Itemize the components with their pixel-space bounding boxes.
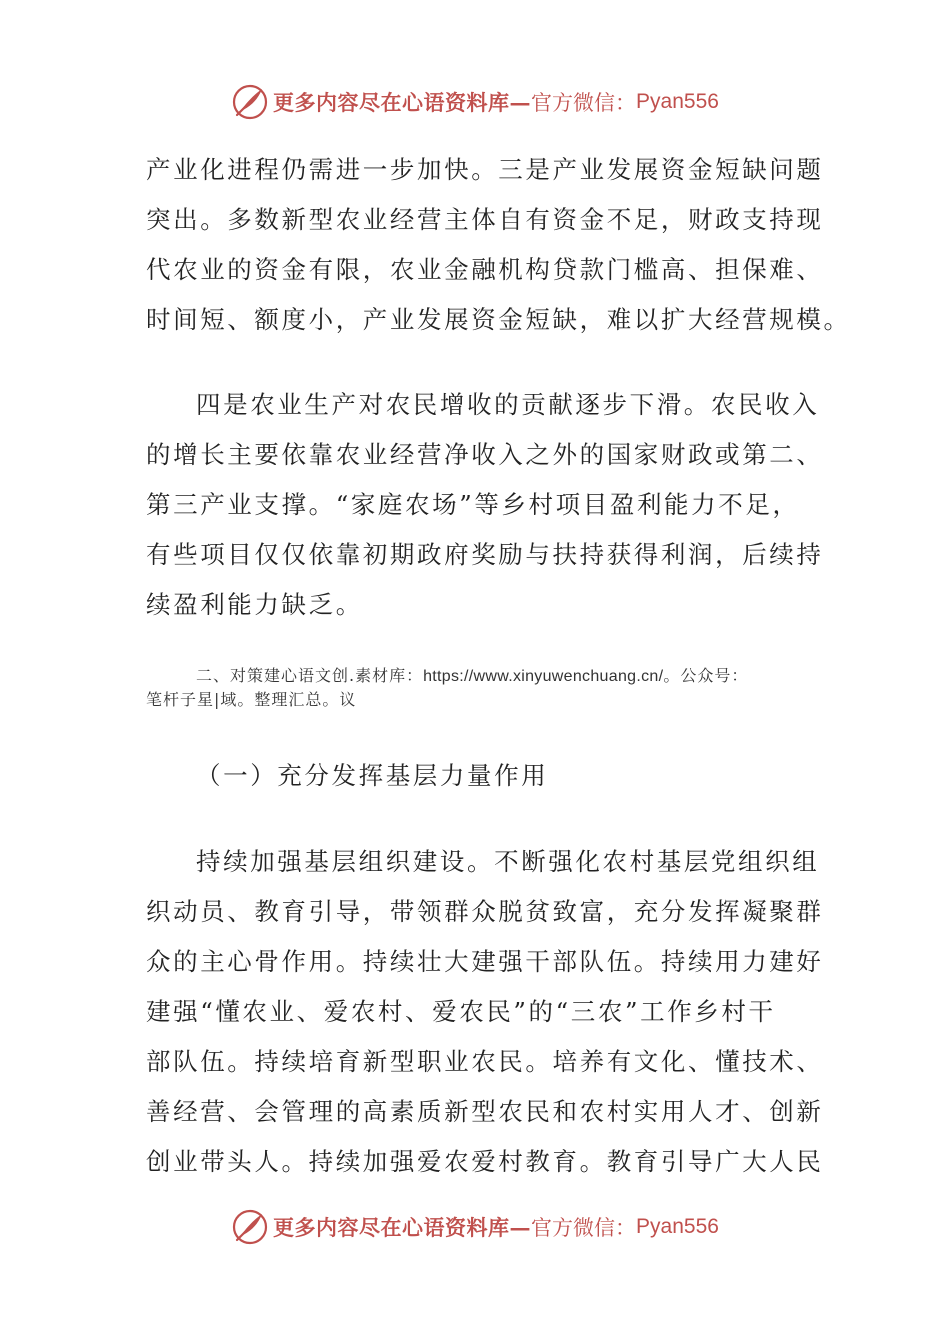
text-line: 第三产业支撑。“家庭农场”等乡村项目盈利能力不足， bbox=[146, 490, 800, 519]
footer-watermark-banner bbox=[0, 1203, 950, 1251]
text-line: 代农业的资金有限，农业金融机构贷款门槛高、担保难、 bbox=[146, 255, 824, 284]
text-line: 建强“懂农业、爱农村、爱农民”的“三农”工作乡村干 bbox=[146, 997, 776, 1026]
banner-wechat-label: 官方微信： bbox=[531, 1216, 637, 1240]
banner-wechat-label: 官方微信： bbox=[531, 91, 637, 115]
header-watermark-banner bbox=[0, 78, 950, 126]
text-line: 善经营、会管理的高素质新型农民和农村实用人才、创新 bbox=[146, 1097, 824, 1126]
text-line: 有些项目仅仅依靠初期政府奖励与扶持获得利润，后续持 bbox=[146, 540, 824, 569]
note-suffix: 。公众号： bbox=[663, 666, 749, 685]
text-line: 四是农业生产对农民增收的贡献逐步下滑。农民收入 bbox=[196, 390, 820, 419]
note-line-1 bbox=[196, 665, 748, 688]
text-line: 众的主心骨作用。持续壮大建强干部队伍。持续用力建好 bbox=[146, 947, 824, 976]
text-line: 织动员、教育引导，带领群众脱贫致富，充分发挥凝聚群 bbox=[146, 897, 824, 926]
note-line-2: 笔杆子星|域。整理汇总。议 bbox=[146, 690, 357, 709]
note-url: https://www.xinyuwenchuang.cn/ bbox=[423, 668, 664, 685]
text-line: 突出。多数新型农业经营主体自有资金不足，财政支持现 bbox=[146, 205, 824, 234]
banner-text: 更多内容尽在心语资料库— bbox=[273, 1215, 532, 1240]
text-line: 时间短、额度小，产业发展资金短缺，难以扩大经营规模。 bbox=[146, 305, 851, 334]
note-prefix: 二、对策建心语文创.素材库： bbox=[196, 666, 424, 685]
text-line: 持续加强基层组织建设。不断强化农村基层党组织组 bbox=[196, 847, 820, 876]
banner-wechat-id: Pyan556 bbox=[636, 1215, 719, 1238]
banner-text: 更多内容尽在心语资料库— bbox=[273, 90, 532, 115]
quill-pen-logo-icon bbox=[231, 1208, 269, 1246]
text-line: 产业化进程仍需进一步加快。三是产业发展资金短缺问题 bbox=[146, 155, 824, 184]
banner-wechat-id: Pyan556 bbox=[636, 90, 719, 113]
text-line: 部队伍。持续培育新型职业农民。培养有文化、懂技术、 bbox=[146, 1047, 824, 1076]
text-line: 的增长主要依靠农业经营净收入之外的国家财政或第二、 bbox=[146, 440, 824, 469]
section-heading: （一）充分发挥基层力量作用 bbox=[196, 761, 549, 790]
quill-pen-logo-icon bbox=[231, 83, 269, 121]
text-line: 续盈利能力缺乏。 bbox=[146, 590, 363, 619]
text-line: 创业带头人。持续加强爱农爱村教育。教育引导广大人民 bbox=[146, 1147, 824, 1176]
